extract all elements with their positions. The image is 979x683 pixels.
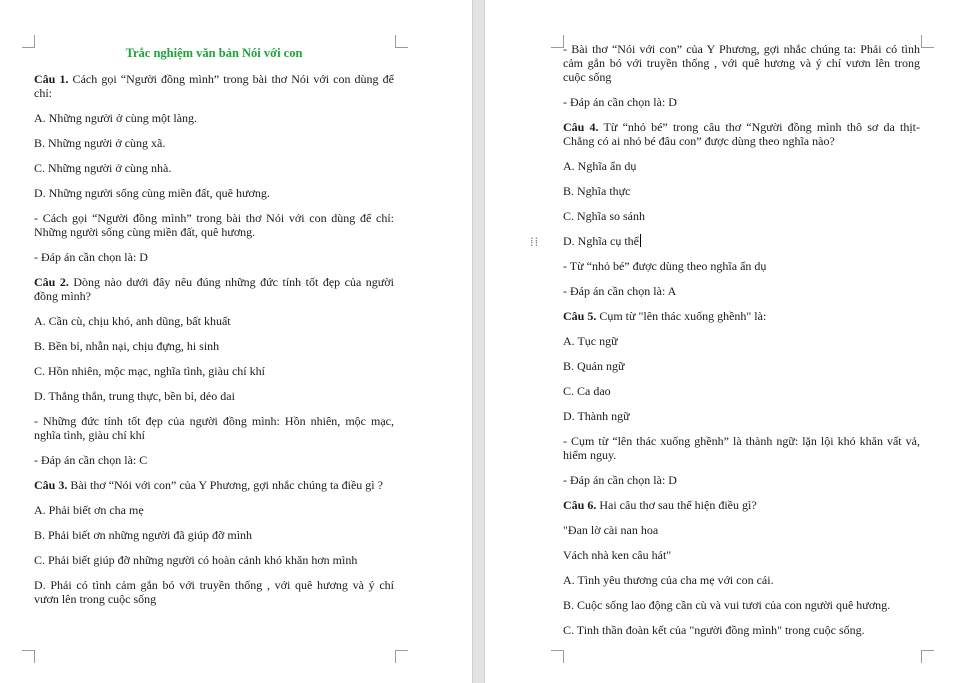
option-a: A. Nghĩa ẩn dụ xyxy=(563,159,637,173)
option-d: D. Nghĩa cụ thể xyxy=(563,234,639,248)
option-a: A. Tình yêu thương của cha mẹ với con cái. xyxy=(563,573,774,587)
option-c: C. Ca dao xyxy=(563,384,611,398)
option-d: D. Thẳng thắn, trung thực, bền bỉ, dẻo dai xyxy=(34,389,235,403)
explanation: - Cách gọi “Người đồng mình” trong bài thơ Nói với con dùng để chỉ: Những người sống cùng miền đất, quê hương. xyxy=(34,211,394,239)
option-a: A. Cần cù, chịu khó, anh dũng, bất khuất xyxy=(34,314,231,328)
question-label: Câu 6. xyxy=(563,498,597,512)
page-1-body[interactable] xyxy=(34,42,394,617)
question-text: Từ “nhỏ bé” trong câu thơ “Người đồng mình thô sơ da thịt- Chẳng có ai nhỏ bé đâu con” được dùng theo nghĩa nào? xyxy=(563,120,920,148)
crop-mark-top-right xyxy=(921,35,934,48)
option-d-line[interactable] xyxy=(563,234,920,248)
page-2-body[interactable] xyxy=(563,42,920,648)
option-c: C. Những người ở cùng nhà. xyxy=(34,161,172,175)
drag-handle-icon[interactable]: ⁞⁞ xyxy=(530,234,540,249)
question-label: Câu 5. xyxy=(563,309,597,323)
question-text: Bài thơ “Nói với con” của Y Phương, gợi nhắc chúng ta điều gì ? xyxy=(67,478,383,492)
question-3 xyxy=(34,478,394,492)
answer: - Đáp án cần chọn là: D xyxy=(563,473,677,487)
text-cursor xyxy=(640,234,641,247)
crop-mark-top-right xyxy=(395,35,408,48)
page-gutter xyxy=(472,0,485,683)
question-label: Câu 3. xyxy=(34,478,68,492)
question-label: Câu 4. xyxy=(563,120,599,134)
option-b: B. Cuộc sống lao động cần cù và vui tươi của con người quê hương. xyxy=(563,598,891,612)
question-4 xyxy=(563,120,920,148)
question-text: Hai câu thơ sau thể hiện điều gì? xyxy=(596,498,757,512)
question-text: Cụm từ "lên thác xuống ghềnh" là: xyxy=(596,309,767,323)
crop-mark-bottom-left xyxy=(22,650,35,663)
option-d: D. Những người sống cùng miền đất, quê hương. xyxy=(34,186,270,200)
explanation: - Từ “nhỏ bé” được dùng theo nghĩa ẩn dụ xyxy=(563,259,767,273)
question-2 xyxy=(34,275,394,303)
explanation: - Bài thơ “Nói với con” của Y Phương, gợi nhắc chúng ta: Phải có tình cảm gắn bó với truyền thống , với quê hương và ý chí vươn lên trong cuộc sống xyxy=(563,42,920,84)
option-b: B. Phải biết ơn những người đã giúp đỡ mình xyxy=(34,528,253,542)
option-c: C. Phải biết giúp đỡ những người có hoàn cảnh khó khăn hơn mình xyxy=(34,553,358,567)
answer: - Đáp án cần chọn là: D xyxy=(34,250,148,264)
option-b: B. Bền bỉ, nhẫn nại, chịu đựng, hi sinh xyxy=(34,339,220,353)
option-b: B. Quán ngữ xyxy=(563,359,625,373)
answer: - Đáp án cần chọn là: D xyxy=(563,95,677,109)
question-text: Cách gọi “Người đồng mình” trong bài thơ Nói với con dùng để chỉ: xyxy=(34,72,394,100)
answer: - Đáp án cần chọn là: A xyxy=(563,284,677,298)
option-d: D. Thành ngữ xyxy=(563,409,630,423)
option-b: B. Những người ở cùng xã. xyxy=(34,136,166,150)
question-1 xyxy=(34,72,394,100)
option-b: B. Nghĩa thực xyxy=(563,184,631,198)
crop-mark-bottom-left xyxy=(551,650,564,663)
document-page-2[interactable] xyxy=(485,0,979,683)
question-label: Câu 2. xyxy=(34,275,69,289)
poem-line-2: Vách nhà ken câu hát" xyxy=(563,548,672,562)
crop-mark-bottom-right xyxy=(921,650,934,663)
option-c: C. Tinh thần đoàn kết của "người đồng mình" trong cuộc sống. xyxy=(563,623,865,637)
explanation: - Cụm từ “lên thác xuống ghềnh” là thành ngữ: lặn lội khó khăn vất vả, hiểm nguy. xyxy=(563,434,920,462)
crop-mark-bottom-right xyxy=(395,650,408,663)
option-c: C. Nghĩa so sánh xyxy=(563,209,645,223)
document-page-1[interactable] xyxy=(0,0,472,683)
question-text: Dòng nào dưới đây nêu đúng những đức tính tốt đẹp của người đồng mình? xyxy=(34,275,394,303)
question-label: Câu 1. xyxy=(34,72,69,86)
question-6 xyxy=(563,498,920,512)
answer: - Đáp án cần chọn là: C xyxy=(34,453,148,467)
option-c: C. Hồn nhiên, mộc mạc, nghĩa tình, giàu chí khí xyxy=(34,364,265,378)
poem-line-1: "Đan lờ cài nan hoa xyxy=(563,523,659,537)
option-a: A. Tục ngữ xyxy=(563,334,618,348)
question-5 xyxy=(563,309,920,323)
option-a: A. Những người ở cùng một làng. xyxy=(34,111,198,125)
document-title: Trắc nghiệm văn bản Nói với con xyxy=(125,46,303,60)
option-d: D. Phải có tình cảm gắn bó với truyền thống , với quê hương và ý chí vươn lên trong cuộc sống xyxy=(34,578,394,606)
explanation: - Những đức tính tốt đẹp của người đồng mình: Hồn nhiên, mộc mạc, nghĩa tình, giàu chí khí xyxy=(34,414,394,442)
option-a: A. Phải biết ơn cha mẹ xyxy=(34,503,144,517)
